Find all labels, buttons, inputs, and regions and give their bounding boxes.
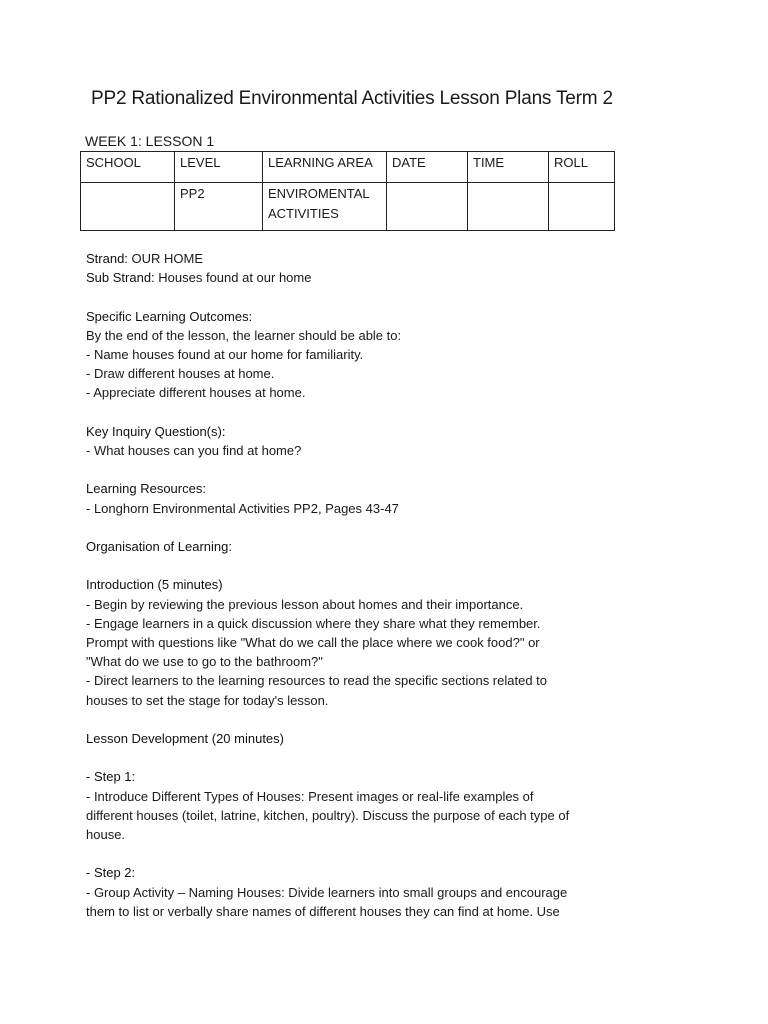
organisation-heading: Organisation of Learning:: [86, 538, 232, 554]
inquiry-heading: Key Inquiry Question(s):: [86, 423, 226, 439]
sub-strand-value: Houses found at our home: [154, 270, 312, 286]
week-heading: WEEK 1: LESSON 1: [85, 133, 215, 149]
header-time: TIME: [468, 152, 549, 183]
step1-line: different houses (toilet, latrine, kitchen, poultry). Discuss the purpose of each type of: [86, 807, 570, 823]
strand-line: [86, 249, 646, 268]
outcomes-line: - Appreciate different houses at home.: [86, 385, 306, 401]
table-row: [81, 183, 615, 231]
header-level: LEVEL: [175, 152, 263, 183]
step2-line: them to list or verbally share names of different houses they can find at home. Use: [86, 903, 560, 919]
cell-roll: [549, 183, 615, 231]
outcomes-heading: Specific Learning Outcomes:: [86, 308, 253, 324]
sub-strand-line: [86, 268, 646, 287]
cell-school: [81, 183, 175, 231]
resources-line: - Longhorn Environmental Activities PP2, Pages 43-47: [86, 500, 399, 516]
header-roll: ROLL: [549, 152, 615, 183]
introduction-line: - Direct learners to the learning resources to read the specific sections related to: [86, 673, 548, 689]
lesson-body: [86, 249, 646, 921]
introduction-line: houses to set the stage for today's lesson.: [86, 692, 329, 708]
outcomes-line: By the end of the lesson, the learner should be able to:: [86, 327, 402, 343]
introduction-line: - Engage learners in a quick discussion where they share what they remember.: [86, 615, 541, 631]
strand-label: Strand:: [86, 251, 128, 266]
inquiry-line: - What houses can you find at home?: [86, 443, 302, 458]
resources-heading: Learning Resources:: [86, 481, 206, 497]
cell-level: PP2: [175, 183, 263, 231]
outcomes-line: - Draw different houses at home.: [86, 366, 275, 382]
header-date: DATE: [387, 152, 468, 183]
step2-heading: - Step 2:: [86, 865, 136, 881]
header-school: SCHOOL: [81, 152, 175, 183]
cell-time: [468, 183, 549, 231]
header-learning-area: LEARNING AREA: [263, 152, 387, 183]
table-header-row: [81, 152, 615, 183]
lesson-info-table: [80, 151, 615, 231]
step1-line: - Introduce Different Types of Houses: Present images or real-life examples of: [86, 788, 534, 804]
sub-strand-label: Sub Strand:: [86, 270, 155, 286]
introduction-heading: Introduction (5 minutes): [86, 577, 223, 593]
development-heading: Lesson Development (20 minutes): [86, 730, 284, 746]
cell-date: [387, 183, 468, 231]
introduction-line: - Begin by reviewing the previous lesson about homes and their importance.: [86, 596, 524, 612]
step2-line: - Group Activity – Naming Houses: Divide learners into small groups and encourage: [86, 884, 568, 900]
introduction-line: Prompt with questions like "What do we call the place where we cook food?" or: [86, 634, 540, 650]
cell-learning-area: ENVIROMENTAL ACTIVITIES: [263, 183, 387, 231]
strand-value: OUR HOME: [127, 251, 204, 266]
document-title: PP2 Rationalized Environmental Activities Lesson Plans Term 2: [91, 88, 613, 109]
outcomes-line: - Name houses found at our home for familiarity.: [86, 347, 364, 362]
introduction-line: "What do we use to go to the bathroom?": [86, 654, 323, 670]
step1-heading: - Step 1:: [86, 769, 136, 785]
step1-line: house.: [86, 826, 126, 842]
